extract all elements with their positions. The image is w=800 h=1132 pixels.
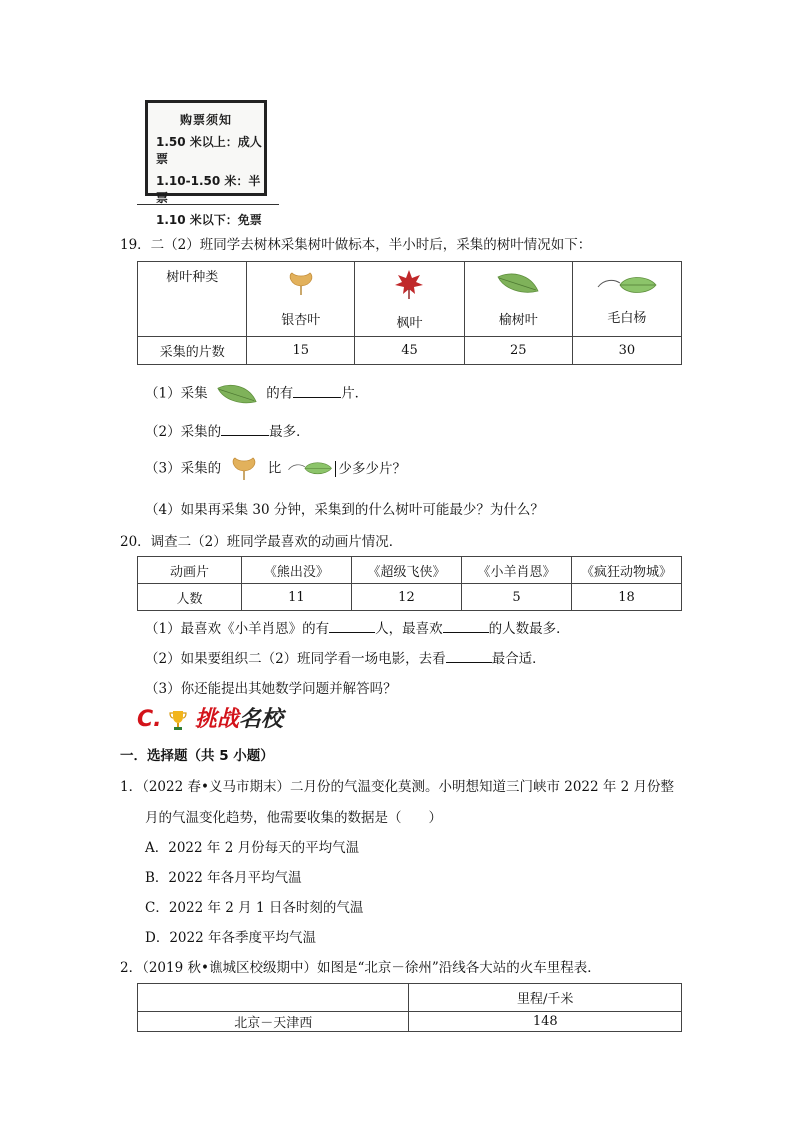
cartoon-header-label: 动画片 bbox=[138, 557, 242, 584]
q19-sub1-text: 片． bbox=[341, 385, 369, 402]
answer-blank[interactable] bbox=[446, 648, 492, 663]
answer-blank[interactable] bbox=[329, 618, 375, 633]
leaf-cell-poplar bbox=[572, 262, 681, 337]
leaf-header-label: 树叶种类 bbox=[138, 262, 247, 337]
mileage-row-value: 148 bbox=[409, 1012, 682, 1032]
q19-sub3 bbox=[145, 455, 406, 483]
q19-sub2 bbox=[145, 420, 310, 440]
leaf-cell-elm bbox=[464, 262, 572, 337]
q20-sub1-text: 的人数最多． bbox=[488, 621, 570, 637]
leaf-name: 枫叶 bbox=[396, 315, 423, 331]
ginkgo-leaf-icon bbox=[229, 455, 259, 483]
q19-sub1-text: （1）采集 bbox=[145, 385, 208, 402]
section-letter: C. bbox=[137, 707, 162, 732]
cartoon-title: 《超级飞侠》 bbox=[351, 557, 461, 584]
ginkgo-leaf-icon bbox=[286, 271, 316, 297]
q20-sub3: （3）你还能提出其她数学问题并解答吗？ bbox=[145, 681, 397, 697]
elm-leaf-icon bbox=[496, 271, 540, 295]
count-value: 30 bbox=[572, 337, 681, 365]
mc1-option-d[interactable]: D．2022 年各季度平均气温 bbox=[145, 930, 316, 946]
leaf-name: 银杏叶 bbox=[281, 312, 321, 328]
people-value: 12 bbox=[351, 584, 461, 611]
leaf-table bbox=[137, 261, 682, 365]
choice-section-heading: 一．选择题（共 5 小题） bbox=[120, 748, 274, 764]
q19-sub3-text: （3）采集的 bbox=[145, 460, 222, 477]
q20-sub1-text: 人，最喜欢 bbox=[375, 621, 443, 637]
leaf-cell-maple bbox=[355, 262, 465, 337]
cartoon-title: 《小羊肖恩》 bbox=[461, 557, 571, 584]
mileage-header-empty bbox=[138, 984, 409, 1012]
mileage-header: 里程/千米 bbox=[409, 984, 682, 1012]
notice-line: 1.10-1.50 米：半票 bbox=[156, 174, 261, 205]
q20-sub1-text: （1）最喜欢《小羊肖恩》的有 bbox=[145, 621, 330, 637]
q19-sub3-text: 少多少片？ bbox=[335, 461, 406, 477]
leaf-name: 毛白杨 bbox=[607, 310, 647, 326]
answer-blank[interactable] bbox=[221, 421, 269, 436]
mc1-option-c[interactable]: C．2022 年 2 月 1 日各时刻的气温 bbox=[145, 900, 364, 916]
q19-sub3-text: 比 bbox=[267, 460, 282, 477]
q19-sub4: （4）如果再采集 30 分钟，采集到的什么树叶可能最少？为什么？ bbox=[145, 502, 544, 518]
trophy-icon bbox=[169, 709, 187, 731]
q20-sub2-text: （2）如果要组织二（2）班同学看一场电影，去看 bbox=[145, 651, 446, 667]
cartoon-title: 《熊出没》 bbox=[241, 557, 351, 584]
mileage-row-label: 北京－天津西 bbox=[138, 1012, 409, 1032]
mc2-text: 2．（2019 秋•谯城区校级期中）如图是“北京－徐州”沿线各大站的火车里程表． bbox=[120, 960, 601, 976]
q20-sub2-text: 最合适． bbox=[491, 651, 546, 667]
people-value: 18 bbox=[571, 584, 681, 611]
cartoon-title: 《疯狂动物城》 bbox=[571, 557, 681, 584]
count-value: 45 bbox=[355, 337, 465, 365]
mc1-option-b[interactable]: B．2022 年各月平均气温 bbox=[145, 870, 302, 886]
count-value: 25 bbox=[464, 337, 572, 365]
q19-sub1 bbox=[145, 381, 368, 407]
q20-sub2 bbox=[145, 647, 546, 667]
section-title-part: 挑战 bbox=[194, 707, 239, 732]
q19-sub1-text: 的有 bbox=[266, 385, 294, 402]
divider bbox=[137, 204, 279, 205]
answer-blank[interactable] bbox=[443, 618, 489, 633]
maple-leaf-icon bbox=[394, 268, 424, 300]
q19-sub2-text: （2）采集的 bbox=[145, 424, 222, 440]
count-value: 15 bbox=[247, 337, 355, 365]
notice-line: 1.10 米以下：免票 bbox=[156, 213, 262, 227]
mc1-line1: 1．（2022 春•义马市期末）二月份的气温变化莫测。小明想知道三门峡市 2022 年 2 月份整 bbox=[120, 779, 675, 795]
q19-text: 19．二（2）班同学去树林采集树叶做标本，半小时后，采集的树叶情况如下： bbox=[120, 237, 592, 253]
cartoon-table bbox=[137, 556, 682, 611]
q19-sub2-text: 最多． bbox=[269, 424, 310, 440]
leaf-name: 榆树叶 bbox=[498, 312, 538, 328]
mc1-option-a[interactable]: A．2022 年 2 月份每天的平均气温 bbox=[145, 840, 360, 856]
q20-sub1 bbox=[145, 617, 570, 637]
notice-title: 购票须知 bbox=[179, 113, 232, 127]
poplar-leaf-icon bbox=[596, 273, 658, 299]
people-value: 5 bbox=[461, 584, 571, 611]
answer-blank[interactable] bbox=[293, 383, 341, 398]
ticket-notice-box bbox=[145, 100, 267, 227]
poplar-leaf-icon bbox=[287, 456, 333, 482]
leaf-cell-ginkgo bbox=[247, 262, 355, 337]
section-c-title bbox=[137, 702, 283, 733]
people-label: 人数 bbox=[138, 584, 242, 611]
q20-text: 20．调查二（2）班同学最喜欢的动画片情况． bbox=[120, 534, 403, 550]
count-label: 采集的片数 bbox=[138, 337, 247, 365]
elm-leaf-icon bbox=[216, 381, 258, 407]
section-title-part: 名校 bbox=[238, 707, 283, 732]
mileage-table bbox=[137, 983, 682, 1032]
mc1-line2: 月的气温变化趋势，他需要收集的数据是（ ） bbox=[145, 810, 442, 826]
notice-line: 1.50 米以上：成人票 bbox=[156, 135, 262, 166]
people-value: 11 bbox=[241, 584, 351, 611]
